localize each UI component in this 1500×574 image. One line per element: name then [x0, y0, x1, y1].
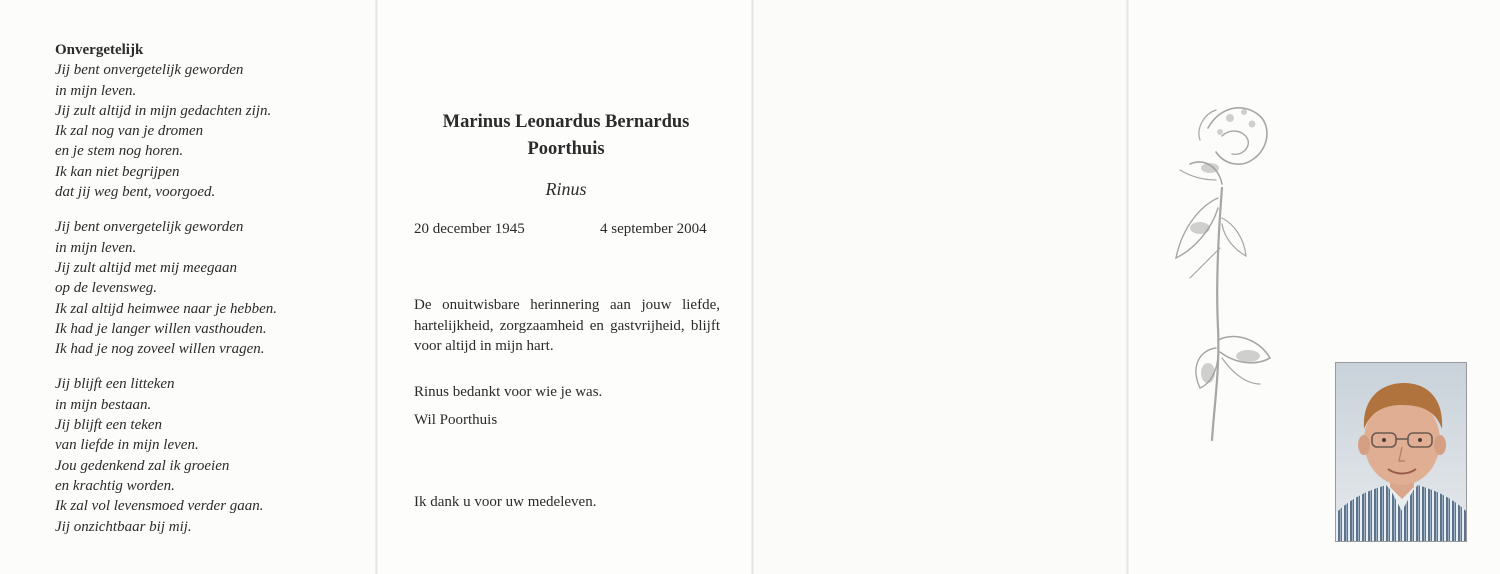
poem-line: dat jij weg bent, voorgoed. — [55, 184, 216, 201]
poem-line: en krachtig worden. — [55, 477, 175, 494]
poem-stanza — [55, 374, 355, 536]
fold-line — [375, 0, 378, 574]
poem-line: Ik zal vol levensmoed verder gaan. — [55, 498, 264, 515]
poem-line: Jij bent onvergetelijk geworden — [55, 62, 244, 79]
deceased-nickname: Rinus — [545, 179, 587, 199]
poem-line: in mijn bestaan. — [55, 396, 152, 413]
portrait-photo — [1335, 362, 1467, 542]
poem-line: Ik zal nog van je dromen — [55, 123, 204, 140]
poem-line: Jij zult altijd in mijn gedachten zijn. — [55, 102, 272, 119]
deceased-surname: Poorthuis — [527, 139, 605, 159]
death-date: 4 september 2004 — [600, 221, 707, 237]
poem-line: Jij blijft een teken — [55, 417, 163, 434]
deceased-full-name: Marinus Leonardus Bernardus — [442, 112, 690, 132]
thanks-text: Rinus bedankt voor wie je was. — [414, 384, 603, 400]
poem-line: Jou gedenkend zal ik groeien — [55, 457, 230, 474]
fold-line — [1126, 0, 1129, 574]
birth-date: 20 december 1945 — [414, 221, 525, 237]
poem-line: Jij onzichtbaar bij mij. — [55, 518, 192, 535]
signature-name: Wil Poorthuis — [414, 412, 498, 428]
poem-line: Ik zal altijd heimwee naar je hebben. — [55, 300, 278, 317]
closing-text: Ik dank u voor uw medeleven. — [414, 494, 597, 510]
poem-line: Jij blijft een litteken — [55, 376, 175, 393]
fold-line — [751, 0, 754, 574]
blank-panel — [752, 0, 1128, 574]
poem-line: Ik kan niet begrijpen — [55, 163, 180, 180]
poem-line: Ik had je nog zoveel willen vragen. — [55, 341, 265, 358]
poem-line: en je stem nog horen. — [55, 143, 184, 160]
poem-stanza — [55, 60, 355, 202]
rose-sketch-icon — [1160, 88, 1290, 448]
poem-line: Jij bent onvergetelijk geworden — [55, 219, 244, 236]
poem-title: Onvergetelijk — [55, 42, 144, 58]
tribute-text: De onuitwisbare herinnering aan jouw liefde, hartelijkheid, zorgzaamheid en gastvrijheid, blijft voor altijd in mijn hart. — [414, 297, 720, 354]
poem-stanza — [55, 217, 355, 359]
announcement-panel — [376, 0, 752, 574]
poem-line: van liefde in mijn leven. — [55, 437, 199, 454]
poem-line: in mijn leven. — [55, 239, 137, 256]
poem-line: Jij zult altijd met mij meegaan — [55, 259, 238, 276]
poem — [55, 40, 355, 552]
poem-line: in mijn leven. — [55, 82, 137, 99]
poem-line: Ik had je langer willen vasthouden. — [55, 320, 267, 337]
poem-line: op de levensweg. — [55, 280, 158, 297]
